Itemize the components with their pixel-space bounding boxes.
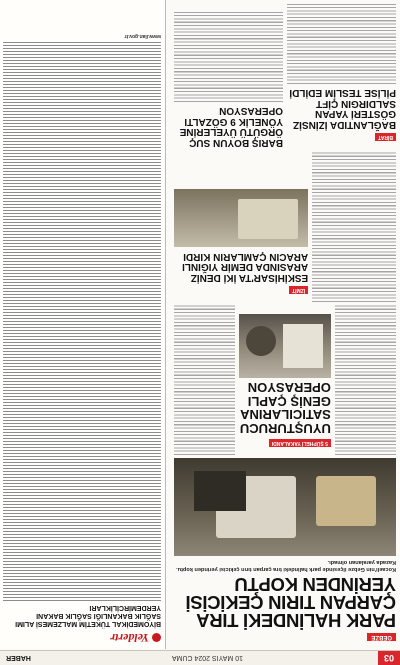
story-4-kicker: BİRAT xyxy=(375,133,396,141)
notice-title: BİYOMEDİKAL TÜKETİM MALZEMESİ ALIMI SAĞLIK BAKANLIĞI SAĞLIK BAKANI YERDEMİRCİLİKLARI xyxy=(15,604,161,627)
news-area xyxy=(170,0,400,649)
story-row-2 xyxy=(174,152,396,302)
story-4-headline: BAĞLANTIDA İZİNSİZ GÖSTERİ YAPAN SALDIRGIN ÇİFT PİLİSE TESLİM EDİLDİ xyxy=(289,87,396,130)
notice-body-text xyxy=(3,41,161,601)
story-3-text xyxy=(312,152,396,302)
story-2-kicker: 5 ŞÜPHELİ YAKALANDI xyxy=(269,439,331,447)
logo-text: Yeldertr xyxy=(110,631,149,645)
notice-footer: www.ilan.gov.tr xyxy=(124,33,161,39)
story-3-photo xyxy=(174,189,308,247)
story-2-text xyxy=(174,305,235,455)
story-4 xyxy=(287,0,396,149)
story-row-3 xyxy=(174,0,396,149)
page-header-bar xyxy=(0,650,400,665)
main-photo xyxy=(174,458,396,556)
section-name: HABER xyxy=(6,654,31,662)
story-5 xyxy=(174,0,283,149)
story-5-headline: BARIŞ BOYUN SUÇ ÖRGÜTÜ ÜYELERİNE YÖNELİK 9 GÖZALTI OPERASYON xyxy=(179,105,283,148)
page-number: 03 xyxy=(378,651,400,665)
story-3 xyxy=(174,152,308,302)
main-lead: Kocaeli'nin Gebze ilçesinde park halindeki tıra çarpan tırın çekicisi yerinden koptu. Kazada yaralanan olmadı. xyxy=(176,559,396,572)
story-3-kicker: İZMİT xyxy=(289,286,308,294)
official-notice xyxy=(0,0,166,649)
story-3-headline: ESKİHİSAR'TA İKİ DENİZ ARASINDA DEMİR YIĞINLI ARACIN ÇAMLARIN KIRDI xyxy=(182,250,309,283)
story-2-headline: UYUŞTURUCU SATICILARINA GENİŞ ÇAPLI OPERASYON xyxy=(239,380,331,436)
story-2-photo xyxy=(239,314,331,378)
main-kicker: GEBZE xyxy=(367,633,396,641)
story-row-1 xyxy=(174,305,396,455)
issue-date: 10 MAYIS 2024 CUMA xyxy=(171,654,243,662)
main-story-text xyxy=(335,305,396,455)
story-2 xyxy=(239,305,331,455)
logo-icon xyxy=(152,633,161,642)
main-headline: PARK HALİNDEKİ TIRA ÇARPAN TIRIN ÇEKİCİSİ YERİNDEN KOPTU xyxy=(185,574,396,631)
notice-logo xyxy=(3,630,161,645)
